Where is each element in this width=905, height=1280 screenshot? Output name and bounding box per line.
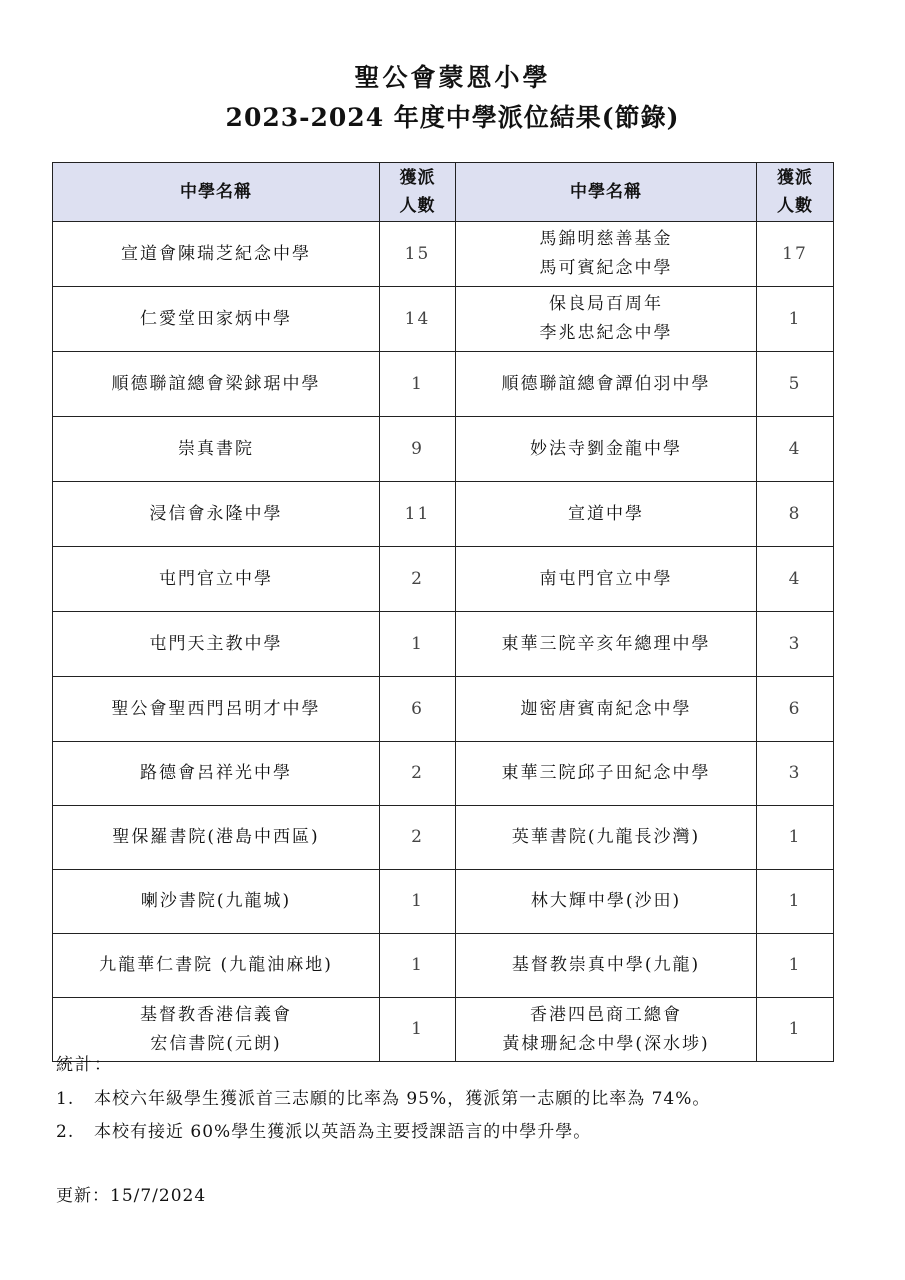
school-name-line: 李兆忠紀念中學 (539, 323, 673, 343)
updated-date: 更新：15/7/2024 (56, 1186, 207, 1206)
left-school-name (53, 222, 380, 287)
table-body (53, 222, 834, 1062)
left-allocated-count: 1 (380, 612, 456, 677)
header-count-line2: 人數 (399, 196, 436, 216)
note-number: 2. (56, 1122, 75, 1142)
left-allocated-count: 2 (380, 547, 456, 612)
table-row (53, 677, 834, 742)
right-school-name (456, 934, 757, 998)
left-school-name (53, 806, 380, 870)
left-school-name (53, 870, 380, 934)
right-school-name (456, 870, 757, 934)
left-school-name (53, 482, 380, 547)
right-school-name (456, 806, 757, 870)
school-name-line: 聖公會聖西門呂明才中學 (111, 698, 321, 719)
school-name-line: 基督教香港信義會 (140, 1004, 292, 1025)
school-name-line: 宣道會陳瑞芝紀念中學 (121, 243, 311, 264)
left-school-name (53, 612, 380, 677)
right-allocated-count: 1 (757, 934, 834, 998)
school-name-line: 屯門天主教中學 (149, 633, 283, 654)
school-name-line: 屯門官立中學 (159, 568, 273, 589)
table-row (53, 806, 834, 870)
left-school-name (53, 547, 380, 612)
school-name-line: 黃棣珊紀念中學(深水埗) (502, 1033, 710, 1054)
stats-label: 統計： (56, 1055, 113, 1075)
left-allocated-count: 1 (380, 352, 456, 417)
stats-note (56, 1117, 591, 1142)
school-name-line: 浸信會永隆中學 (149, 503, 283, 524)
school-name-line: 香港四邑商工總會 (530, 1004, 682, 1025)
header-count-right (757, 163, 834, 222)
right-school-name (456, 352, 757, 417)
left-allocated-count: 9 (380, 417, 456, 482)
stats-note (56, 1084, 710, 1109)
right-school-name (456, 417, 757, 482)
note-text: 本校六年級學生獲派首三志願的比率為 95%，獲派第一志願的比率為 74%。 (94, 1089, 711, 1109)
right-allocated-count: 3 (757, 612, 834, 677)
school-name-line: 崇真書院 (178, 438, 254, 459)
school-name-line: 馬可賓紀念中學 (539, 258, 673, 278)
page-title: 2023-2024 年度中學派位結果(節錄) (225, 103, 680, 132)
table-header-row (53, 163, 834, 222)
school-name-line: 南屯門官立中學 (539, 568, 673, 589)
header-school-right: 中學名稱 (456, 163, 757, 222)
right-school-name (456, 287, 757, 352)
table-row (53, 287, 834, 352)
left-school-name (53, 934, 380, 998)
school-name-line: 順德聯誼總會梁銶琚中學 (111, 373, 321, 394)
school-name-line: 妙法寺劉金龍中學 (530, 438, 682, 459)
school-name-line: 路德會呂祥光中學 (140, 763, 292, 783)
left-allocated-count: 15 (380, 222, 456, 287)
table-row (53, 934, 834, 998)
school-name: 聖公會蒙恩小學 (354, 63, 551, 92)
school-name-line: 英華書院(九龍長沙灣) (511, 827, 701, 847)
school-name-line: 宏信書院(元朗) (150, 1033, 282, 1054)
right-school-name (456, 482, 757, 547)
school-name-line: 聖保羅書院(港島中西區) (112, 827, 320, 847)
school-name-line: 基督教崇真中學(九龍) (511, 955, 701, 975)
right-school-name (456, 612, 757, 677)
allocation-table (52, 162, 834, 1062)
table-row (53, 222, 834, 287)
school-name-line: 林大輝中學(沙田) (530, 891, 682, 911)
left-school-name (53, 417, 380, 482)
note-text: 本校有接近 60%學生獲派以英語為主要授課語言的中學升學。 (94, 1122, 592, 1142)
school-name-line: 喇沙書院(九龍城) (140, 891, 292, 911)
right-allocated-count: 5 (757, 352, 834, 417)
right-allocated-count: 1 (757, 998, 834, 1062)
header-count-line2: 人數 (777, 196, 813, 216)
right-allocated-count: 4 (757, 547, 834, 612)
table-row (53, 612, 834, 677)
left-allocated-count: 11 (380, 482, 456, 547)
left-allocated-count: 1 (380, 998, 456, 1062)
header-school-left: 中學名稱 (53, 163, 380, 222)
school-name-line: 仁愛堂田家炳中學 (140, 308, 292, 329)
right-allocated-count: 17 (757, 222, 834, 287)
note-number: 1. (56, 1089, 75, 1109)
left-allocated-count: 6 (380, 677, 456, 742)
left-allocated-count: 14 (380, 287, 456, 352)
school-name-line: 宣道中學 (568, 503, 644, 524)
left-allocated-count: 1 (380, 934, 456, 998)
table-row (53, 417, 834, 482)
right-school-name (456, 677, 757, 742)
right-school-name (456, 998, 757, 1062)
right-allocated-count: 1 (757, 806, 834, 870)
table-row (53, 547, 834, 612)
right-school-name (456, 222, 757, 287)
header-count-line1: 獲派 (399, 168, 436, 188)
left-school-name (53, 677, 380, 742)
header-count-line1: 獲派 (777, 168, 813, 188)
table-row (53, 482, 834, 547)
table-row (53, 742, 834, 806)
left-allocated-count: 2 (380, 806, 456, 870)
right-allocated-count: 1 (757, 870, 834, 934)
header-count-left (380, 163, 456, 222)
right-school-name (456, 547, 757, 612)
table-row (53, 998, 834, 1062)
left-allocated-count: 2 (380, 742, 456, 806)
right-allocated-count: 8 (757, 482, 834, 547)
right-allocated-count: 4 (757, 417, 834, 482)
school-name-line: 順德聯誼總會譚伯羽中學 (501, 373, 711, 394)
right-allocated-count: 6 (757, 677, 834, 742)
right-allocated-count: 1 (757, 287, 834, 352)
left-school-name (53, 287, 380, 352)
right-allocated-count: 3 (757, 742, 834, 806)
school-name-line: 東華三院邱子田紀念中學 (501, 763, 711, 783)
left-school-name (53, 742, 380, 806)
right-school-name (456, 742, 757, 806)
school-name-line: 保良局百周年 (549, 294, 663, 314)
school-name-line: 迦密唐賓南紀念中學 (520, 698, 692, 719)
table-row (53, 352, 834, 417)
school-name-line: 東華三院辛亥年總理中學 (501, 633, 711, 654)
table-row (53, 870, 834, 934)
left-school-name (53, 352, 380, 417)
left-allocated-count: 1 (380, 870, 456, 934)
school-name-line: 九龍華仁書院 (九龍油麻地) (99, 955, 333, 975)
school-name-line: 馬錦明慈善基金 (539, 229, 673, 249)
